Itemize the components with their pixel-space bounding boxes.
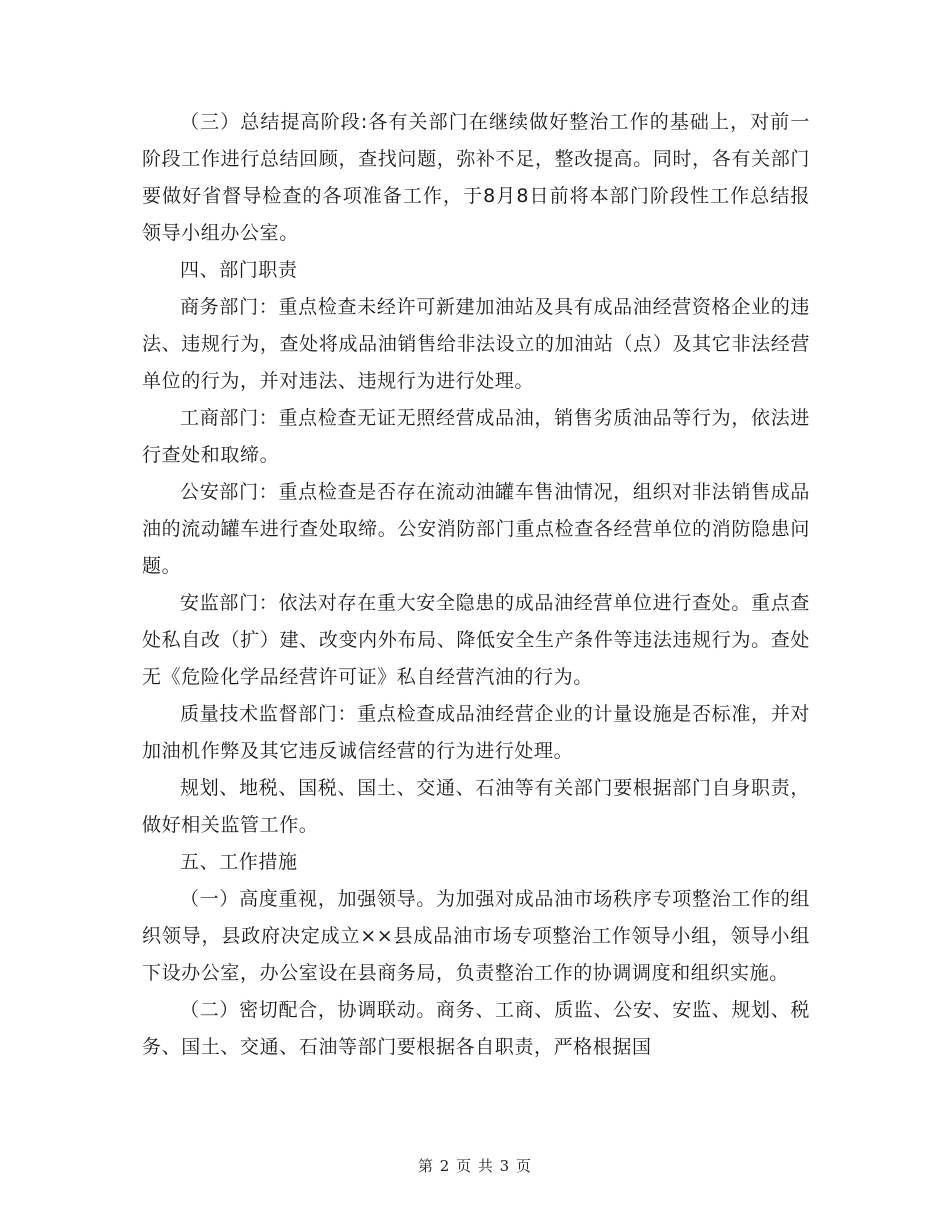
paragraph-commerce-department: 商务部门：重点检查未经许可新建加油站及具有成品油经营资格企业的违法、违规行为，查处将成品油销售给非法设立的加油站（点）及其它非法经营单位的行为，并对违法、违规行为进行处理。	[142, 296, 810, 392]
page-number-footer: 第 2 页 共 3 页	[418, 1157, 532, 1175]
paragraph-other-departments: 规划、地税、国税、国土、交通、石油等有关部门要根据部门自身职责，做好相关监管工作。	[142, 777, 810, 836]
paragraph-stage-three: （三）总结提高阶段:各有关部门在继续做好整治工作的基础上，对前一阶段工作进行总结回顾，查找问题，弥补不足，整改提高。同时，各有关部门要做好省督导检查的各项准备工作，于8月8日前将本部门阶段性工作总结报领导小组办公室。	[142, 111, 810, 244]
section-heading-department-duties: 四、部门职责	[180, 259, 298, 281]
document-body	[142, 104, 810, 1066]
paragraph-public-security-department: 公安部门：重点检查是否存在流动油罐车售油情况，组织对非法销售成品油的流动罐车进行查处取缔。公安消防部门重点检查各经营单位的消防隐患问题。	[142, 481, 810, 577]
paragraph-measure-two: （二）密切配合，协调联动。商务、工商、质监、公安、安监、规划、税务、国土、交通、石油等部门要根据各自职责，严格根据国	[142, 999, 810, 1058]
paragraph-industry-commerce-department: 工商部门：重点检查无证无照经营成品油，销售劣质油品等行为，依法进行查处和取缔。	[142, 407, 810, 466]
paragraph-quality-supervision-department: 质量技术监督部门：重点检查成品油经营企业的计量设施是否标准，并对加油机作弊及其它违反诚信经营的行为进行处理。	[142, 703, 810, 762]
paragraph-measure-one: （一）高度重视，加强领导。为加强对成品油市场秩序专项整治工作的组织领导，县政府决定成立××县成品油市场专项整治工作领导小组，领导小组下设办公室，办公室设在县商务局，负责整治工作的协调调度和组织实施。	[142, 888, 810, 984]
paragraph-safety-supervision-department: 安监部门：依法对存在重大安全隐患的成品油经营单位进行查处。重点查处私自改（扩）建、改变内外布局、降低安全生产条件等违法违规行为。查处无《危险化学品经营许可证》私自经营汽油的行为。	[142, 592, 810, 688]
section-heading-work-measures: 五、工作措施	[180, 851, 298, 873]
